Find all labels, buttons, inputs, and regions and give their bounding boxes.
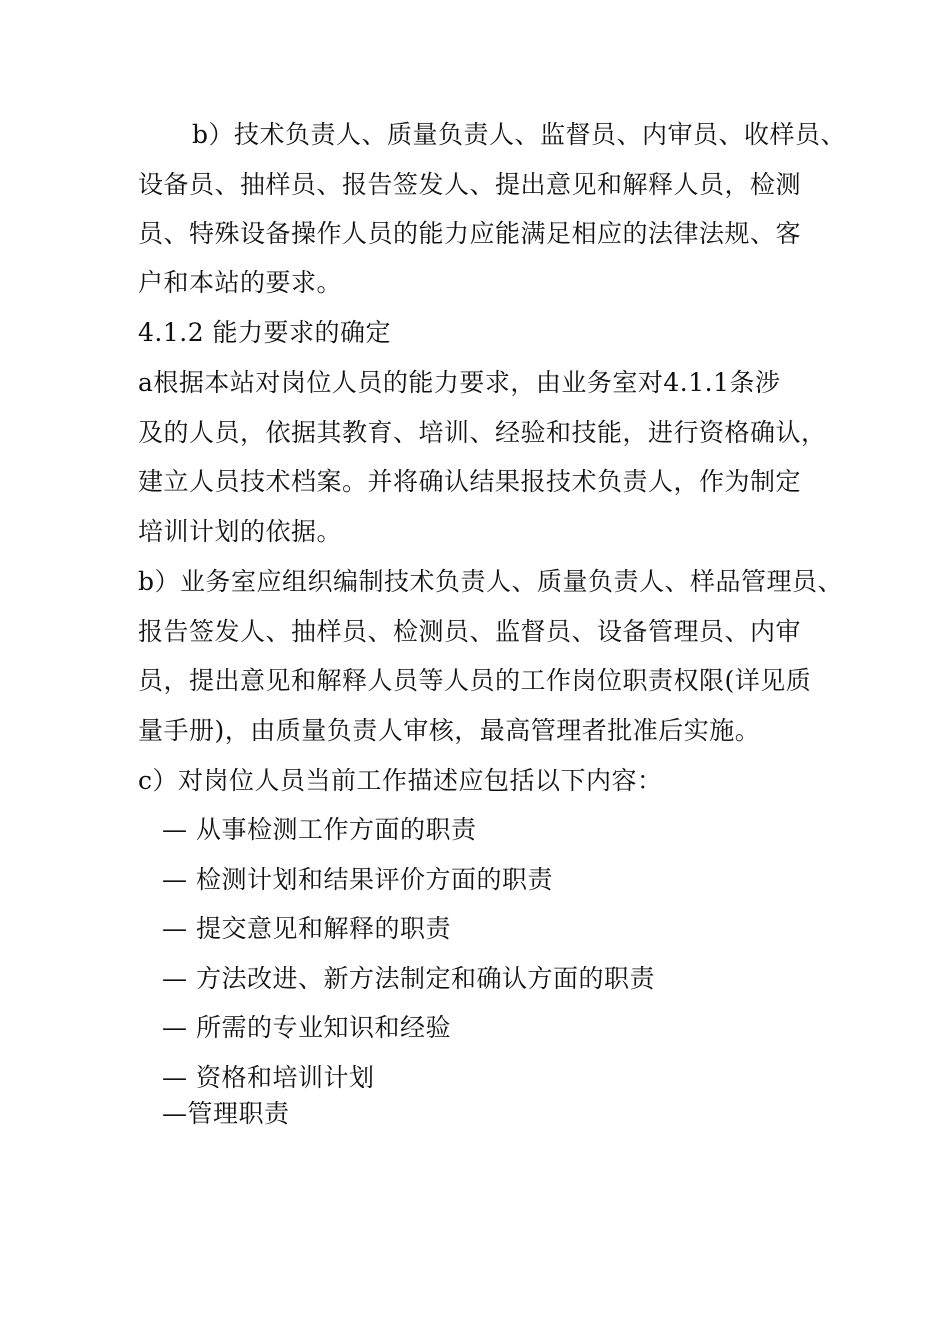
- paragraph-line: 员，提出意见和解释人员等人员的工作岗位职责权限(详见质: [138, 666, 812, 695]
- list-item: —管理职责: [162, 1099, 290, 1128]
- list-intro: c）对岗位人员当前工作描述应包括以下内容：: [138, 766, 663, 795]
- list-item: — 资格和培训计划: [162, 1063, 375, 1092]
- list-item: — 方法改进、新方法制定和确认方面的职责: [162, 964, 655, 993]
- paragraph-line: 量手册)，由质量负责人审核，最高管理者批准后实施。: [138, 716, 761, 745]
- paragraph-line: a根据本站对岗位人员的能力要求，由业务室对4.1.1条涉: [138, 368, 781, 397]
- paragraph-line: 建立人员技术档案。并将确认结果报技术负责人，作为制定: [138, 467, 802, 496]
- paragraph-line: 报告签发人、抽样员、检测员、监督员、设备管理员、内审: [138, 617, 802, 646]
- paragraph-line: 设备员、抽样员、报告签发人、提出意见和解释人员，检测: [138, 170, 802, 199]
- paragraph-line: 及的人员，依据其教育、培训、经验和技能，进行资格确认，: [138, 418, 827, 447]
- paragraph-line: 户和本站的要求。: [138, 268, 343, 297]
- list-item: — 从事检测工作方面的职责: [162, 815, 477, 844]
- list-item: — 检测计划和结果评价方面的职责: [162, 865, 553, 894]
- paragraph-line: b）业务室应组织编制技术负责人、质量负责人、样品管理员、: [138, 567, 844, 596]
- list-item: — 所需的专业知识和经验: [162, 1013, 451, 1042]
- paragraph-line: 员、特殊设备操作人员的能力应能满足相应的法律法规、客: [138, 219, 802, 248]
- paragraph-line: b）技术负责人、质量负责人、监督员、内审员、收样员、: [192, 120, 847, 149]
- section-heading: 4.1.2 能力要求的确定: [138, 318, 392, 347]
- list-item: — 提交意见和解释的职责: [162, 914, 451, 943]
- paragraph-line: 培训计划的依据。: [138, 517, 343, 546]
